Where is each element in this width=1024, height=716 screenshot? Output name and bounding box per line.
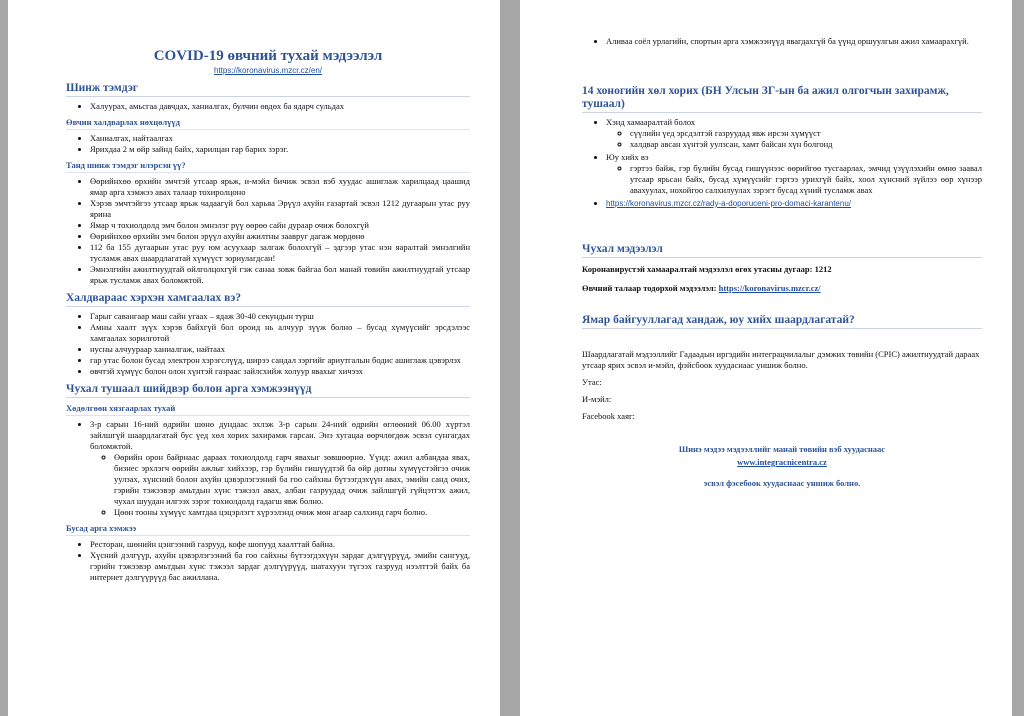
list-item-text: 3-р сарын 16-ний өдрийн шөнө дундаас эхлэж 3-р сарын 24-ний өдрийн өглөөний 06.00 хүртэл зайлшгүй шаардлагатай бус үед хөл хорих захирамж гарсан. Энэ хугацаа өөрчлөгдөж эсвэл сунгагдах боломжтой.	[90, 419, 470, 451]
list-item	[90, 419, 470, 518]
list-item	[606, 152, 982, 196]
quarantine-list	[582, 117, 982, 209]
list-item: • Ханиалгах, найтаалгах	[90, 133, 470, 144]
heading-measures: Чухал тушаал шийдвэр болон арга хэмжээнүүд	[66, 383, 470, 398]
sub-list-item: ◦ сүүлийн үед эрсдэлтэй газруудад явж ирсэн хүмүүст	[630, 128, 982, 139]
have-symptoms-list	[66, 176, 470, 286]
symptoms-list	[66, 101, 470, 112]
quarantine-what-sublist	[606, 163, 982, 196]
list-item: • Аливаа соёл урлагийн, спортын арга хэмжээнүүд явагдахгүй ба үүнд оршуулгын ажил хамаарахгүй.	[606, 36, 982, 47]
heading-have-symptoms: Танд шинж тэмдэг илэрсэн үү?	[66, 160, 470, 173]
list-item: • Өөрийнхөө өрхийн эмчтэй утсаар ярьж, и-мэйл бичиж эсвэл вэб хуудас ашиглаж харилцаад цаашид ямар арга хэмжээ авах талаар тохиролцоно	[90, 176, 470, 198]
transmission-list	[66, 133, 470, 155]
list-item: • Ресторан, шөнийн цэнгээний газрууд, кофе шопууд хаалттай байна.	[90, 539, 470, 550]
footer-line-3: эсвэл фэсебоок хуудаснаас уншиж болно.	[703, 478, 861, 488]
sub-list-item: ◦ Өөрийн орон байрнаас дараах тохиолдолд гарч явахыг зөвшөөрнө. Үүнд: ажил албандаа явах, бизнес эрхлэгч өөрийн ажлыг хийхээр, гэр бүлийн гишүүдтэй ба өйр дотны хүмүүстэйгээ очиж уулзах, хүнсний болон ахуйн цэвэрлэгээний ба гоо сайхны бүтээгдэхүүн авах, эмийн санд очих, гэрийн тэжээвэр амьтдын хүнс тэжээл авах, албан газруудад очиж зайлшгүй гүйцэтгэх ажил, чухал шуудан илгээх зэрэг тохиолдолд гадагш явж болно.	[114, 452, 470, 507]
email-label: И-мэйл:	[582, 394, 612, 404]
heading-where-to-go: Ямар байгууллагад хандаж, юу хийх шаардлагатай?	[582, 314, 982, 329]
info-label: Өвчний талаар тодорхой мэдээлэл:	[582, 283, 719, 293]
protection-list	[66, 311, 470, 377]
footer-website-link[interactable]: www.integracnicentra.cz	[737, 457, 827, 467]
document-title: COVID-19 өвчний тухай мэдээлэл	[153, 48, 383, 64]
continued-list	[582, 36, 982, 47]
list-item: • Ярихдаа 2 м өйр зайнд байх, харилцан гар барих зэрэг.	[90, 144, 470, 155]
page-1	[8, 0, 500, 716]
hotline-text: Коронавирустэй хамааралтай мэдээлэл өгөх утасны дугаар: 1212	[582, 264, 832, 274]
list-item: • гар утас болон бусад электрон хэрэгслүүд, ширээ сандал зэргийг ариутгалын бодис ашиглаж цэвэрлэх	[90, 355, 470, 366]
quarantine-guide-link[interactable]: https://koronavirus.mzcr.cz/rady-a-doporuceni-pro-domaci-karantenu/	[606, 199, 851, 208]
heading-transmission: Өвчин халдварлах нөхцөлүүд	[66, 117, 470, 130]
facebook-label: Facebook хаяг:	[582, 411, 635, 421]
sub-list-item: ◦ гэртээ байж, гэр бүлийн бусад гишүүнээс өөрийгөө тусгаарлах, эмчид үзүүлэхийн өмнө заавал утсаар ярьсан байх, бусад хүмүүсийг гэртээ урихгүй байх, хоол хүнсний зүйлээ өөр хүнээр авахуулах, нохойгоо салхилуулах зэрэгт бусад хүний тусламж авах	[630, 163, 982, 196]
list-item: • Хэрэв эмчтэйгээ утсаар ярьж чадаагүй бол харьяа Эрүүл ахуйн газартай эсвэл 1212 дугаарын утас руу ярина	[90, 198, 470, 220]
cpic-paragraph: Шаардлагатай мэдээллийг Гадаадын иргэдийн интеграцчилалыг дэмжих төвийн (CPIC) ажилтнуудтай дараах утсаар ярих эсвэл и-мэйл, фэйсбоок хуудаснаас уншиж болно.	[582, 349, 980, 370]
heading-quarantine: 14 хоногийн хөл хорих (БН Улсын ЗГ-ын ба ажил олгогчын захирамж, тушаал)	[582, 85, 982, 113]
list-item: • Эмнэлгийн ажилтнуудтай өйлголцохгүй гэж санаа зовж байгаа бол манай төвийн ажилтнуудтай утсаар ярьж тусламж авах боломжтой.	[90, 264, 470, 286]
list-item: • Гарыг савангаар маш сайн угаах – ядаж 30-40 секундын турш	[90, 311, 470, 322]
koronavirus-link[interactable]: https://koronavirus.mzcr.cz/	[718, 283, 821, 293]
movement-list	[66, 419, 470, 518]
list-item-text: Хэнд хамааралтай болох	[606, 117, 696, 127]
title-url-link[interactable]: https://koronavirus.mzcr.cz/en/	[213, 66, 323, 75]
sub-list-item: ◦ Цөөн тооны хүмүүс хамтдаа цэцэрлэгт хүрээлэнд очиж мөн агаар салхинд гарч болно.	[114, 507, 470, 518]
movement-sublist	[90, 452, 470, 518]
heading-movement-restriction: Хөдөлгөөн хязгаарлах тухай	[66, 403, 470, 416]
list-item: • Өөрийнхөө өрхийн эмч болон эрүүл ахуйн ажилтны заавруг дагаж мөрдөнө	[90, 231, 470, 242]
list-item: • Амны хаалт зүүх хэрэв байхгүй бол ороид нь алчуур зүүж болно – бусад хүмүүсийг эрсдэлээс хамгаалах зорилготой	[90, 322, 470, 344]
list-item-text: Юу хийх вэ	[606, 152, 649, 162]
list-item: • нусны алчуураар ханиалгаж, найтаах	[90, 344, 470, 355]
list-item: • Халуурах, амьсгаа давчдах, ханиалгах, булчин өвдөх ба ядарч сульдах	[90, 101, 470, 112]
page-2	[520, 0, 1012, 716]
heading-symptoms: Шинж тэмдэг	[66, 82, 470, 97]
list-item: • Хүсний дэлгүүр, ахуйн цэвэрлэгээний ба гоо сайхны бүтээгдэхүүн зардаг дэлгүүрүүд, эмийн сангууд, гэрийн тэжээвэр амьтдын хүнс тэжээл зардаг дэлгүүрүүд, шатахуун түгээх газрууд нээлттэй байх ба интернет дэлгүүрүүд бас ажиллана.	[90, 550, 470, 583]
list-item	[606, 117, 982, 150]
sub-list-item: ◦ халдвар авсан хүнтэй уулзсан, хамт байсан хүн болгонд	[630, 139, 982, 150]
other-measures-list	[66, 539, 470, 583]
info-line	[582, 283, 982, 294]
heading-protection: Халдвараас хэрхэн хамгаалах вэ?	[66, 292, 470, 307]
heading-other-measures: Бусад арга хэмжээ	[66, 523, 470, 536]
list-item: • 112 ба 155 дугаарын утас руу юм асуухаар залгаж болохгүй – эдгээр утас нэн яаралтай эмнэлгийн тусламж авах шаардлагатай хүмүүст зориулагдсан!	[90, 242, 470, 264]
list-item: • өвчтэй хүмүүс болон олон хүнтэй газраас зайлсхийж холуур явахыг хичээх	[90, 366, 470, 377]
phone-label: Утас:	[582, 377, 602, 387]
list-item: • Ямар ч тохиолдолд эмч болон эмнэлэг рүү өөрөө сайн дураар очиж болохгүй	[90, 220, 470, 231]
quarantine-who-sublist	[606, 128, 982, 150]
list-item	[606, 198, 982, 209]
heading-important-info: Чухал мэдээлэл	[582, 243, 982, 258]
footer-line-1: Шинэ мэдээ мэдээллийг манай төвийн вэб хуудаснаас	[678, 444, 886, 454]
